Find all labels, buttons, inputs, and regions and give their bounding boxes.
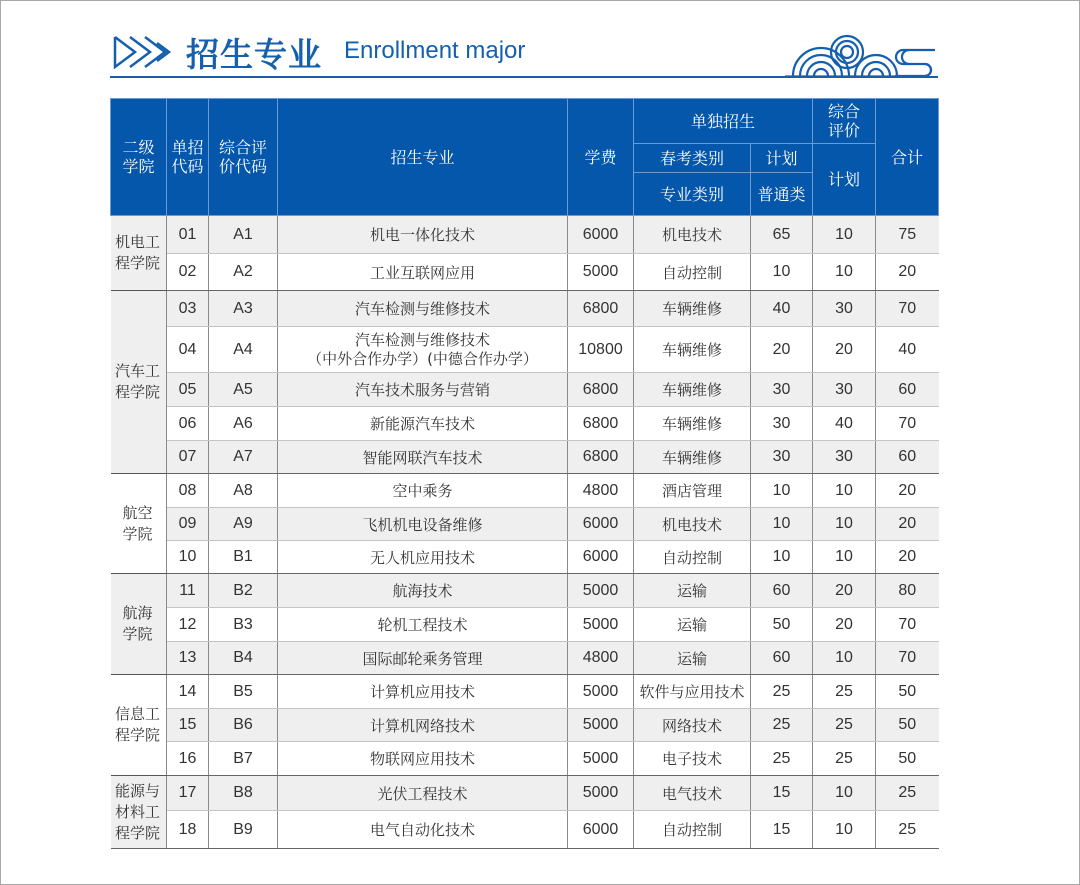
major-cell: 轮机工程技术	[278, 608, 568, 642]
code-cell: 07	[167, 441, 209, 474]
eval-code-cell: A6	[209, 407, 278, 441]
th-major-category: 专业类别	[634, 173, 751, 216]
code-cell: 04	[167, 327, 209, 373]
code-cell: 08	[167, 474, 209, 508]
category-cell: 自动控制	[634, 811, 751, 849]
college-cell: 航海学院	[111, 574, 167, 675]
code-cell: 15	[167, 709, 209, 742]
plan-cell: 10	[751, 474, 813, 508]
tuition-cell: 5000	[568, 675, 634, 709]
th-general: 普通类	[751, 173, 813, 216]
plan-cell: 25	[751, 675, 813, 709]
plan-cell: 60	[751, 574, 813, 608]
th-tuition: 学费	[568, 99, 634, 216]
table-row	[111, 709, 939, 742]
category-cell: 车辆维修	[634, 407, 751, 441]
major-cell: 智能网联汽车技术	[278, 441, 568, 474]
eval-plan-cell: 10	[813, 642, 876, 675]
college-cell: 机电工程学院	[111, 216, 167, 291]
tuition-cell: 5000	[568, 709, 634, 742]
plan-cell: 65	[751, 216, 813, 254]
th-plan: 计划	[751, 144, 813, 173]
major-cell: 空中乘务	[278, 474, 568, 508]
table-row	[111, 742, 939, 776]
plan-cell: 15	[751, 811, 813, 849]
tuition-cell: 6000	[568, 508, 634, 541]
category-cell: 运输	[634, 642, 751, 675]
eval-code-cell: B2	[209, 574, 278, 608]
total-cell: 70	[876, 608, 939, 642]
code-cell: 18	[167, 811, 209, 849]
plan-cell: 25	[751, 709, 813, 742]
eval-code-cell: A7	[209, 441, 278, 474]
code-cell: 09	[167, 508, 209, 541]
total-cell: 60	[876, 373, 939, 407]
tuition-cell: 5000	[568, 742, 634, 776]
total-cell: 50	[876, 675, 939, 709]
category-cell: 电子技术	[634, 742, 751, 776]
code-cell: 14	[167, 675, 209, 709]
eval-code-cell: A2	[209, 254, 278, 291]
table-row	[111, 574, 939, 608]
eval-code-cell: A8	[209, 474, 278, 508]
category-cell: 自动控制	[634, 541, 751, 574]
table-row	[111, 642, 939, 675]
category-cell: 车辆维修	[634, 291, 751, 327]
total-cell: 40	[876, 327, 939, 373]
eval-code-cell: B3	[209, 608, 278, 642]
total-cell: 60	[876, 441, 939, 474]
tuition-cell: 4800	[568, 474, 634, 508]
total-cell: 25	[876, 776, 939, 811]
category-cell: 酒店管理	[634, 474, 751, 508]
tuition-cell: 5000	[568, 574, 634, 608]
total-cell: 70	[876, 642, 939, 675]
th-major: 招生专业	[278, 99, 568, 216]
tuition-cell: 6800	[568, 407, 634, 441]
category-cell: 电气技术	[634, 776, 751, 811]
eval-code-cell: A4	[209, 327, 278, 373]
eval-code-cell: B1	[209, 541, 278, 574]
eval-plan-cell: 30	[813, 291, 876, 327]
college-cell: 信息工程学院	[111, 675, 167, 776]
table-row	[111, 216, 939, 254]
tuition-cell: 6800	[568, 441, 634, 474]
eval-plan-cell: 10	[813, 811, 876, 849]
major-cell: 汽车技术服务与营销	[278, 373, 568, 407]
table-row	[111, 541, 939, 574]
code-cell: 06	[167, 407, 209, 441]
plan-cell: 10	[751, 541, 813, 574]
eval-plan-cell: 30	[813, 441, 876, 474]
th-college: 二级学院	[111, 99, 167, 216]
eval-plan-cell: 20	[813, 608, 876, 642]
tuition-cell: 6000	[568, 216, 634, 254]
code-cell: 02	[167, 254, 209, 291]
eval-plan-cell: 10	[813, 216, 876, 254]
th-eval-plan: 计划	[813, 144, 876, 216]
page-subtitle-en: Enrollment major	[344, 37, 526, 64]
th-spring-category: 春考类别	[634, 144, 751, 173]
eval-code-cell: A5	[209, 373, 278, 407]
th-eval: 综合评价	[813, 99, 876, 144]
th-single-enroll: 单独招生	[634, 99, 813, 144]
major-cell: 机电一体化技术	[278, 216, 568, 254]
category-cell: 网络技术	[634, 709, 751, 742]
eval-code-cell: B7	[209, 742, 278, 776]
th-single-code: 单招代码	[167, 99, 209, 216]
code-cell: 12	[167, 608, 209, 642]
table-row	[111, 675, 939, 709]
plan-cell: 30	[751, 441, 813, 474]
plan-cell: 60	[751, 642, 813, 675]
major-cell: 无人机应用技术	[278, 541, 568, 574]
eval-code-cell: B5	[209, 675, 278, 709]
tuition-cell: 5000	[568, 254, 634, 291]
eval-plan-cell: 40	[813, 407, 876, 441]
code-cell: 10	[167, 541, 209, 574]
table-row	[111, 776, 939, 811]
plan-cell: 25	[751, 742, 813, 776]
eval-code-cell: A3	[209, 291, 278, 327]
enrollment-table	[110, 98, 939, 849]
major-cell: 飞机机电设备维修	[278, 508, 568, 541]
eval-code-cell: B8	[209, 776, 278, 811]
code-cell: 03	[167, 291, 209, 327]
eval-plan-cell: 20	[813, 327, 876, 373]
college-cell: 汽车工程学院	[111, 291, 167, 474]
tuition-cell: 10800	[568, 327, 634, 373]
code-cell: 17	[167, 776, 209, 811]
plan-cell: 40	[751, 291, 813, 327]
total-cell: 50	[876, 709, 939, 742]
plan-cell: 30	[751, 373, 813, 407]
major-cell: 汽车检测与维修技术 （中外合作办学）(中德合作办学）	[278, 327, 568, 373]
table-row	[111, 474, 939, 508]
major-cell: 工业互联网应用	[278, 254, 568, 291]
major-cell: 新能源汽车技术	[278, 407, 568, 441]
category-cell: 车辆维修	[634, 327, 751, 373]
triple-chevron-right-icon	[113, 35, 179, 73]
eval-code-cell: B6	[209, 709, 278, 742]
eval-plan-cell: 10	[813, 254, 876, 291]
eval-code-cell: B4	[209, 642, 278, 675]
code-cell: 05	[167, 373, 209, 407]
major-cell: 计算机应用技术	[278, 675, 568, 709]
code-cell: 11	[167, 574, 209, 608]
wave-cloud-decoration-icon	[785, 33, 940, 81]
college-cell: 航空学院	[111, 474, 167, 574]
category-cell: 软件与应用技术	[634, 675, 751, 709]
tuition-cell: 5000	[568, 608, 634, 642]
total-cell: 80	[876, 574, 939, 608]
plan-cell: 50	[751, 608, 813, 642]
major-cell: 汽车检测与维修技术	[278, 291, 568, 327]
eval-plan-cell: 20	[813, 574, 876, 608]
category-cell: 机电技术	[634, 216, 751, 254]
major-cell: 国际邮轮乘务管理	[278, 642, 568, 675]
table-row	[111, 291, 939, 327]
eval-code-cell: A9	[209, 508, 278, 541]
category-cell: 车辆维修	[634, 441, 751, 474]
major-cell: 物联网应用技术	[278, 742, 568, 776]
tuition-cell: 6000	[568, 811, 634, 849]
tuition-cell: 5000	[568, 776, 634, 811]
eval-plan-cell: 10	[813, 508, 876, 541]
total-cell: 25	[876, 811, 939, 849]
major-cell: 航海技术	[278, 574, 568, 608]
total-cell: 20	[876, 254, 939, 291]
table-row	[111, 441, 939, 474]
major-cell: 计算机网络技术	[278, 709, 568, 742]
total-cell: 75	[876, 216, 939, 254]
category-cell: 运输	[634, 608, 751, 642]
code-cell: 16	[167, 742, 209, 776]
th-total: 合计	[876, 99, 939, 216]
plan-cell: 30	[751, 407, 813, 441]
eval-code-cell: B9	[209, 811, 278, 849]
table-row	[111, 327, 939, 373]
category-cell: 自动控制	[634, 254, 751, 291]
total-cell: 70	[876, 291, 939, 327]
table-row	[111, 608, 939, 642]
eval-plan-cell: 25	[813, 675, 876, 709]
college-cell: 能源与材料工程学院	[111, 776, 167, 849]
tuition-cell: 4800	[568, 642, 634, 675]
eval-code-cell: A1	[209, 216, 278, 254]
tuition-cell: 6000	[568, 541, 634, 574]
plan-cell: 20	[751, 327, 813, 373]
category-cell: 机电技术	[634, 508, 751, 541]
plan-cell: 10	[751, 508, 813, 541]
plan-cell: 15	[751, 776, 813, 811]
total-cell: 20	[876, 508, 939, 541]
major-cell: 光伏工程技术	[278, 776, 568, 811]
table-row	[111, 373, 939, 407]
eval-plan-cell: 25	[813, 742, 876, 776]
code-cell: 13	[167, 642, 209, 675]
category-cell: 运输	[634, 574, 751, 608]
table-row	[111, 407, 939, 441]
table-row	[111, 508, 939, 541]
th-eval-code: 综合评价代码	[209, 99, 278, 216]
total-cell: 20	[876, 541, 939, 574]
total-cell: 70	[876, 407, 939, 441]
table-row	[111, 254, 939, 291]
total-cell: 20	[876, 474, 939, 508]
tuition-cell: 6800	[568, 373, 634, 407]
eval-plan-cell: 30	[813, 373, 876, 407]
page-title: 招生专业	[186, 35, 322, 74]
tuition-cell: 6800	[568, 291, 634, 327]
code-cell: 01	[167, 216, 209, 254]
table-row	[111, 811, 939, 849]
eval-plan-cell: 10	[813, 776, 876, 811]
eval-plan-cell: 10	[813, 541, 876, 574]
plan-cell: 10	[751, 254, 813, 291]
major-cell: 电气自动化技术	[278, 811, 568, 849]
total-cell: 50	[876, 742, 939, 776]
eval-plan-cell: 10	[813, 474, 876, 508]
eval-plan-cell: 25	[813, 709, 876, 742]
category-cell: 车辆维修	[634, 373, 751, 407]
